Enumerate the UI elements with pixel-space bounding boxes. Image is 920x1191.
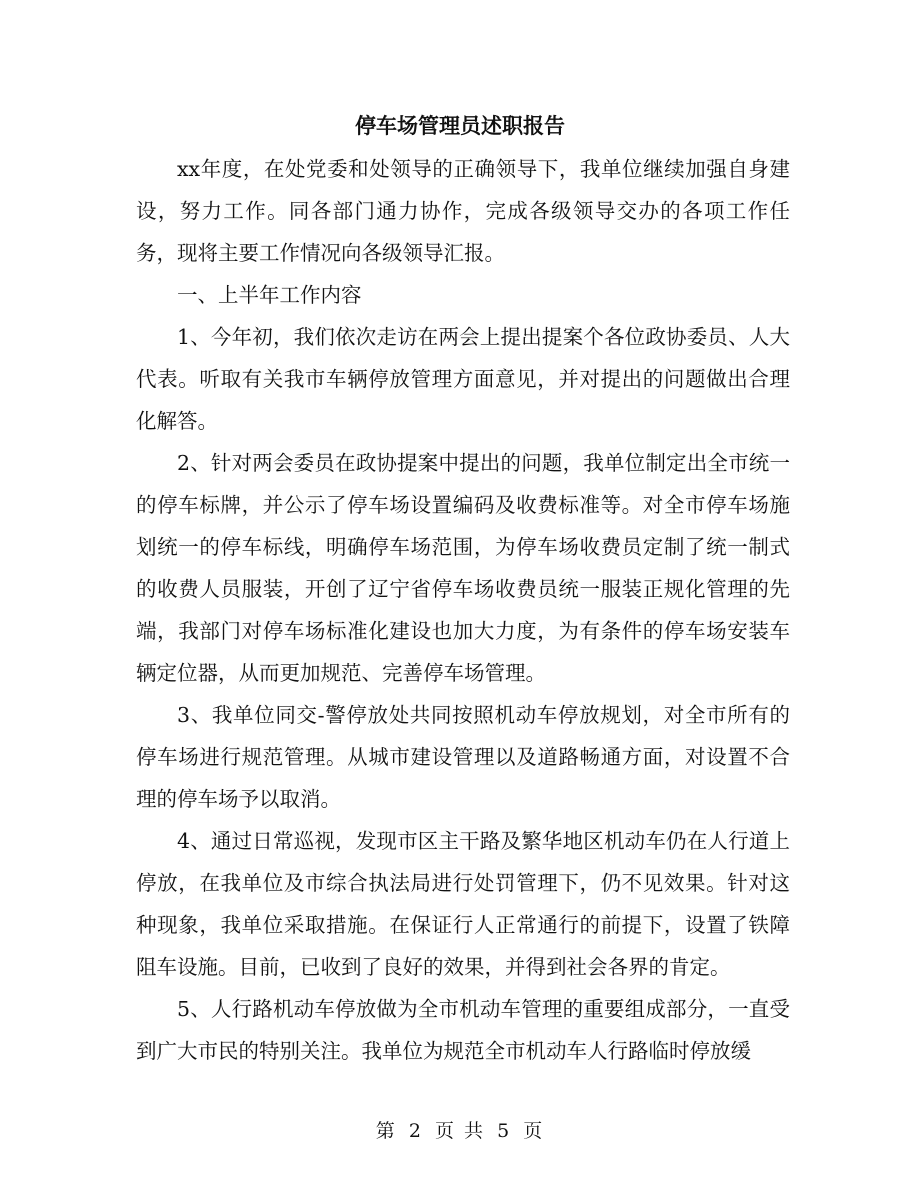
paragraph-item-1: 1、今年初，我们依次走访在两会上提出提案个各位政协委员、人大代表。听取有关我市车辆停放管理方面意见，并对提出的问题做出合理化解答。 [136,325,790,433]
paragraph-item-3: 3、我单位同交-警停放处共同按照机动车停放规划，对全市所有的停车场进行规范管理。从城市建设管理以及道路畅通方面，对设置不合理的停车场予以取消。 [136,703,790,811]
total-pages-number: 5 [497,1120,512,1142]
current-page-number: 2 [408,1120,423,1142]
section-heading: 一、上半年工作内容 [177,283,362,307]
document-body [136,148,790,1072]
document-title: 停车场管理员述职报告 [355,113,565,138]
paragraph-item-4: 4、通过日常巡视，发现市区主干路及繁华地区机动车仍在人行道上停放，在我单位及市综合执法局进行处罚管理下，仍不见效果。针对这种现象，我单位采取措施。在保证行人正常通行的前提下，设置了铁障阻车设施。目前，已收到了良好的效果，并得到社会各界的肯定。 [136,829,790,979]
footer-mid: 页 共 [434,1120,486,1142]
page-footer [0,1117,920,1145]
paragraph-item-2: 2、针对两会委员在政协提案中提出的问题，我单位制定出全市统一的停车标牌，并公示了停车场设置编码及收费标准等。对全市停车场施划统一的停车标线，明确停车场范围，为停车场收费员定制了统一制式的收费人员服装，开创了辽宁省停车场收费员统一服装正规化管理的先端，我部门对停车场标准化建设也加大力度，为有条件的停车场安装车辆定位器，从而更加规范、完善停车场管理。 [136,451,790,685]
footer-suffix: 页 [523,1120,545,1142]
paragraph-intro: xx年度，在处党委和处领导的正确领导下，我单位继续加强自身建设，努力工作。同各部门通力协作，完成各级领导交办的各项工作任务，现将主要工作情况向各级领导汇报。 [136,157,790,265]
footer-prefix: 第 [375,1120,397,1142]
paragraph-item-5: 5、人行路机动车停放做为全市机动车管理的重要组成部分，一直受到广大市民的特别关注。我单位为规范全市机动车人行路临时停放缓 [136,997,790,1063]
